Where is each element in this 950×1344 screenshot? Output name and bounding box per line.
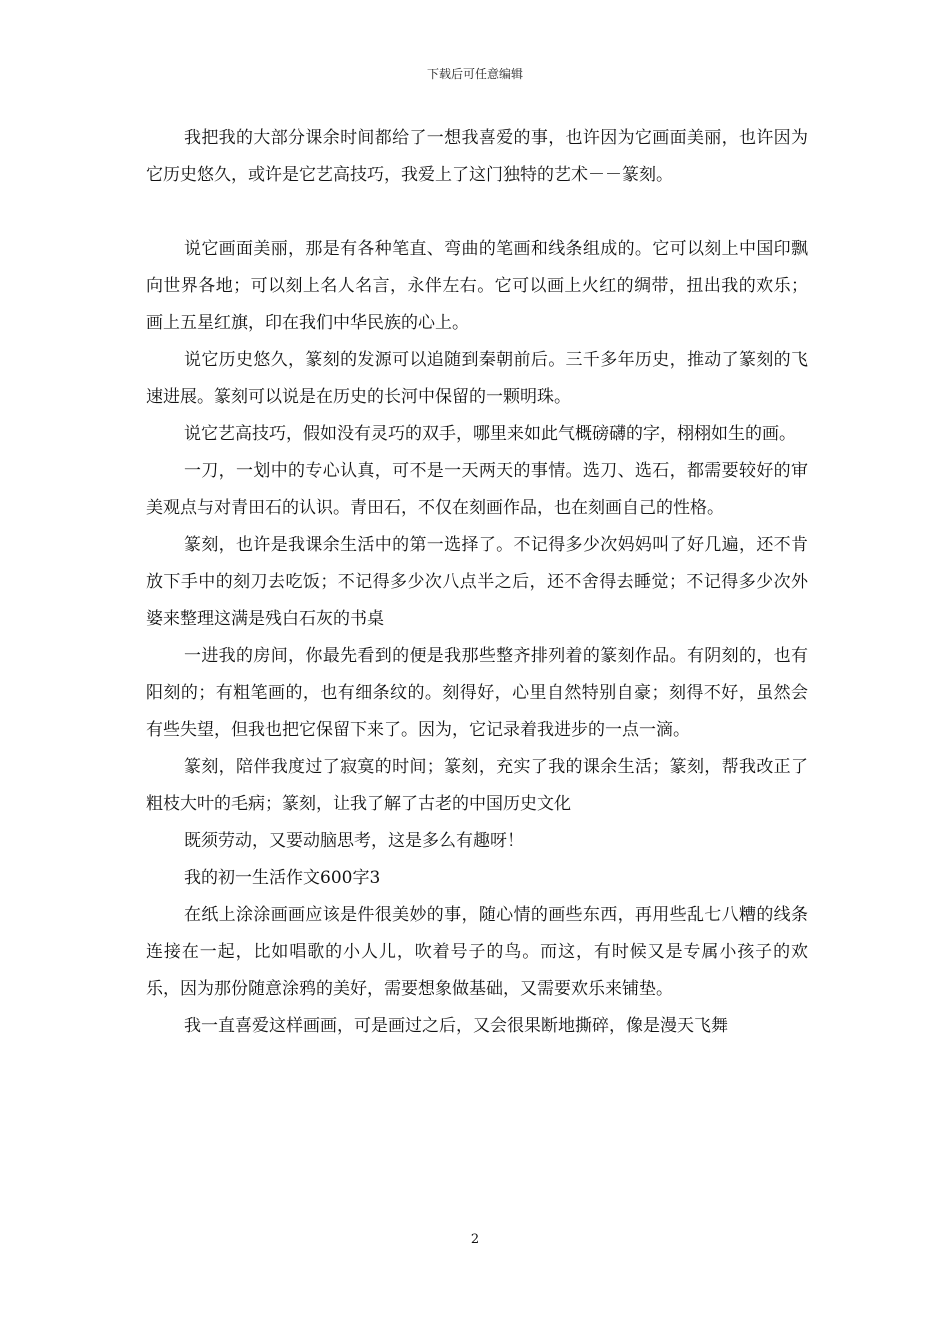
paragraph: 我一直喜爱这样画画，可是画过之后，又会很果断地撕碎，像是漫天飞舞 [184, 1016, 728, 1036]
paragraph: 一刀，一划中的专心认真，可不是一天两天的事情。选刀、选石，都需要较好的审美观点与对青田石的认识。青田石，不仅在刻画作品，也在刻画自己的性格。 [146, 461, 808, 518]
paragraph: 一进我的房间，你最先看到的便是我那些整齐排列着的篆刻作品。有阴刻的，也有阳刻的；有粗笔画的，也有细条纹的。刻得好，心里自然特别自豪；刻得不好，虽然会有些失望，但我也把它保留下来了。因为，它记录着我进步的一点一滴。 [146, 646, 808, 740]
paragraph: 说它画面美丽，那是有各种笔直、弯曲的笔画和线条组成的。它可以刻上中国印飘向世界各地；可以刻上名人名言，永伴左右。它可以画上火红的绸带，扭出我的欢乐；画上五星红旗，印在我们中华民族的心上。 [146, 239, 808, 333]
paragraph: 篆刻，也许是我课余生活中的第一选择了。不记得多少次妈妈叫了好几遍，还不肯放下手中的刻刀去吃饭；不记得多少次八点半之后，还不舍得去睡觉；不记得多少次外婆来整理这满是残白石灰的书桌 [146, 535, 808, 629]
page-number: 2 [470, 1232, 480, 1247]
paragraph: 篆刻，陪伴我度过了寂寞的时间；篆刻，充实了我的课余生活；篆刻，帮我改正了粗枝大叶的毛病；篆刻，让我了解了古老的中国历史文化 [146, 757, 808, 814]
paragraph: 说它艺高技巧，假如没有灵巧的双手，哪里来如此气概磅礴的字，栩栩如生的画。 [184, 424, 796, 444]
document-body [146, 120, 808, 1045]
section-heading: 我的初一生活作文600字3 [184, 868, 381, 888]
paragraph: 说它历史悠久，篆刻的发源可以追随到秦朝前后。三千多年历史，推动了篆刻的飞速进展。篆刻可以说是在历史的长河中保留的一颗明珠。 [146, 350, 808, 407]
paragraph: 我把我的大部分课余时间都给了一想我喜爱的事，也许因为它画面美丽，也许因为它历史悠久，或许是它艺高技巧，我爱上了这门独特的艺术－－篆刻。 [146, 128, 808, 185]
paragraph: 既须劳动，又要动脑思考，这是多么有趣呀！ [184, 831, 524, 851]
page-header: 下载后可任意编辑 [426, 67, 523, 81]
paragraph: 在纸上涂涂画画应该是件很美妙的事，随心情的画些东西，再用些乱七八糟的线条连接在一起，比如唱歌的小人儿，吹着号子的鸟。而这，有时候又是专属小孩子的欢乐，因为那份随意涂鸦的美好，需要想象做基础，又需要欢乐来铺垫。 [146, 905, 808, 999]
